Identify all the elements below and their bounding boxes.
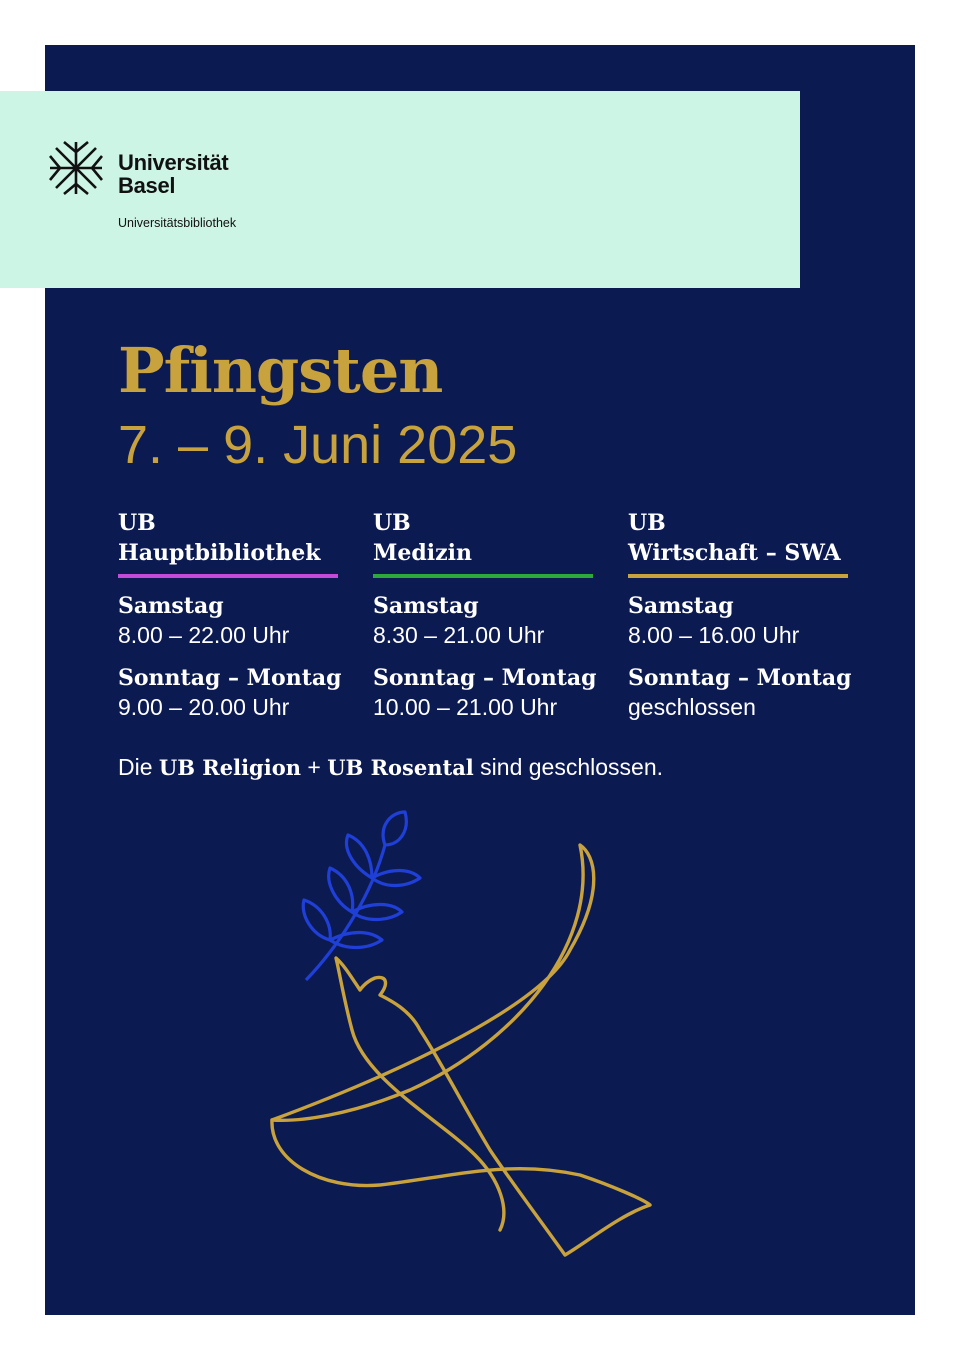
opening-hours: 8.00 – 22.00 Uhr — [118, 622, 290, 648]
library-heading-line2: Hauptbibliothek — [118, 540, 321, 566]
university-name — [118, 151, 228, 197]
university-name-line2: Basel — [118, 173, 176, 198]
library-heading-line1: UB — [628, 510, 666, 536]
day-label: Samstag — [373, 593, 479, 619]
poster-title: Pfingsten — [118, 334, 443, 407]
university-name-line1: Universität — [118, 150, 229, 175]
day-label: Sonntag – Montag — [118, 665, 342, 691]
university-basel-star-icon — [46, 138, 106, 198]
opening-hours: 9.00 – 20.00 Uhr — [118, 694, 290, 720]
day-label: Sonntag – Montag — [373, 665, 597, 691]
library-heading-line2: Wirtschaft – SWA — [628, 540, 841, 566]
dove-with-olive-branch-icon — [260, 800, 680, 1280]
library-heading-line1: UB — [118, 510, 156, 536]
closure-note-prefix: Die — [118, 754, 153, 780]
day-label: Sonntag – Montag — [628, 665, 852, 691]
library-heading-line1: UB — [373, 510, 411, 536]
library-column-medizin — [373, 508, 613, 722]
day-label: Samstag — [118, 593, 224, 619]
opening-hours: 10.00 – 21.00 Uhr — [373, 694, 558, 720]
closure-note — [118, 754, 663, 781]
dove-outline — [272, 845, 650, 1255]
day-label: Samstag — [628, 593, 734, 619]
closed-library-rosental: UB Rosental — [327, 755, 474, 780]
library-accent-rule — [628, 574, 848, 578]
library-column-hauptbibliothek — [118, 508, 358, 722]
closed-library-religion: UB Religion — [158, 755, 301, 780]
logo-band — [0, 91, 800, 288]
olive-branch-icon — [303, 812, 420, 980]
library-heading-line2: Medizin — [373, 540, 472, 566]
library-column-wirtschaft-swa — [628, 508, 868, 722]
library-accent-rule — [373, 574, 593, 578]
poster-date: 7. – 9. Juni 2025 — [118, 415, 518, 475]
closure-note-suffix: sind geschlossen. — [480, 754, 664, 780]
library-subtitle: Universitätsbibliothek — [118, 216, 237, 230]
closure-note-plus: + — [307, 754, 321, 780]
opening-hours: 8.30 – 21.00 Uhr — [373, 622, 545, 648]
opening-hours: 8.00 – 16.00 Uhr — [628, 622, 800, 648]
library-accent-rule — [118, 574, 338, 578]
opening-hours: geschlossen — [628, 694, 756, 720]
